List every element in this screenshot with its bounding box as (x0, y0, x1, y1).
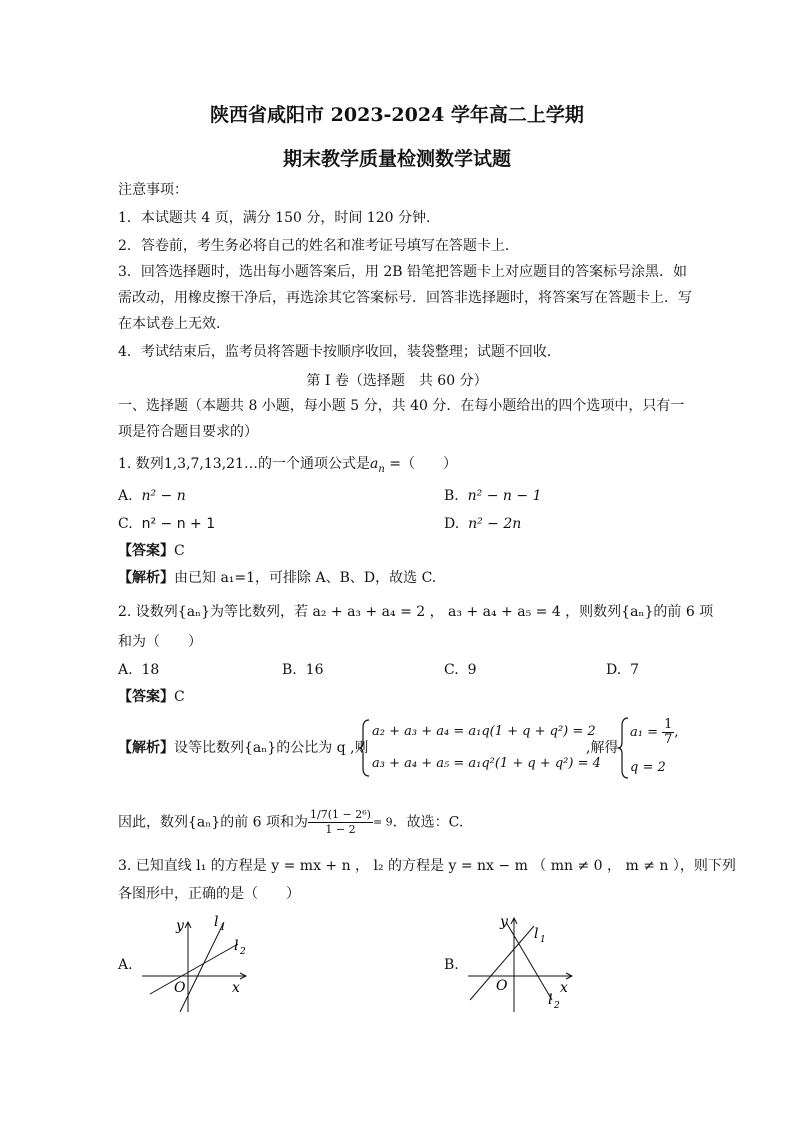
q2-option-c-label: C. (444, 662, 459, 678)
q2-option-d-label: D. (606, 662, 622, 678)
system-eq1: a₂ + a₃ + a₄ = a₁q(1 + q + q²) = 2 (372, 724, 596, 739)
solution-a1-lhs: a₁ = (630, 725, 658, 740)
q1-option-a[interactable] (118, 486, 186, 506)
notice-item-2: 2．答卷前，考生务必将自己的姓名和准考证号填写在答题卡上． (118, 238, 519, 254)
solution-a1-fraction (662, 718, 674, 747)
section-heading-line2: 项是符合题目要求的） (118, 424, 258, 440)
q2-answer-value: C (174, 689, 185, 705)
q2-option-a[interactable] (118, 660, 159, 680)
fig-a-l2-sub: 2 (240, 947, 246, 957)
fig-a-origin-label: O (174, 980, 186, 996)
notice-item-3-cont: 需改动，用橡皮擦干净后，再选涂其它答案标号．回答非选择题时，将答案写在答题卡上．写 (118, 290, 692, 306)
q3-option-a-figure[interactable] (134, 908, 254, 1018)
notice-item-3-end: 在本试卷上无效． (118, 316, 230, 332)
q2-sum-fraction (308, 808, 373, 837)
q1-option-a-expr: n² − n (141, 488, 186, 504)
q2-option-c[interactable] (444, 660, 477, 680)
q2-conclusion-suffix: ．故选：C. (392, 814, 464, 831)
q1-stem-mid: 的一个通项公式是 (257, 456, 370, 472)
notice-item-3: 3．回答选择题时，选出每小题答案后，用 2B 铅笔把答题卡上对应题目的答案标号涂黑．如 (118, 264, 688, 280)
notice-item-1: 1．本试题共 4 页，满分 150 分，时间 120 分钟． (118, 210, 440, 226)
q1-option-d[interactable] (444, 514, 521, 534)
part-title: 第 I 卷（选择题 共 60 分） (306, 373, 488, 389)
q2-option-a-label: A. (118, 662, 133, 678)
notice-item-4: 4．考试结束后，监考员将答题卡按顺序收回，装袋整理；试题不回收． (118, 344, 561, 360)
q2-sum-result: = 9 (372, 815, 393, 829)
q1-stem-prefix: 1. 数列 (118, 456, 164, 472)
fig-a-line-l2 (150, 944, 238, 994)
q2-sum-den: 1 − 2 (325, 823, 356, 836)
fig-b-l1-label: l (534, 926, 539, 942)
fig-b-line-l2 (506, 922, 552, 1000)
q2-option-c-value: 9 (467, 662, 477, 678)
q1-stem-sub: n (378, 463, 385, 475)
q1-stem-expr: a (369, 456, 379, 472)
q2-option-b[interactable] (282, 660, 323, 680)
fig-a-y-label: y (176, 918, 184, 934)
fig-a-l2-label: l (234, 938, 239, 954)
fig-a-l1-label: l (214, 914, 219, 930)
fig-a-l1-sub: 1 (220, 923, 226, 933)
q1-option-b-label: B. (444, 488, 459, 504)
q1-sequence: 1,3,7,13,21… (163, 456, 258, 472)
solution-a1: a₁ = $\frac{1}{7}$ , (630, 717, 679, 747)
q2-option-d-value: 7 (630, 662, 640, 678)
q1-stem-suffix: =（ ） (384, 456, 457, 472)
q2-option-b-label: B. (282, 662, 297, 678)
q2-stem-line1: 2. 设数列{aₙ}为等比数列，若 a₂ + a₃ + a₄ = 2 ， a₃ + a₄ + a₅ = 4 ，则数列{aₙ}的前 6 项 (118, 604, 714, 620)
exam-title-line1: 陕西省咸阳市 2023-2024 学年高二上学期 (210, 104, 584, 126)
q2-option-b-value: 16 (305, 662, 324, 678)
q2-answer (118, 687, 185, 707)
q3-stem-line1: 3. 已知直线 l₁ 的方程是 y = mx + n ， l₂ 的方程是 y = nx − m （ mn ≠ 0 ， m ≠ n ），则下列 (118, 858, 736, 874)
q2-answer-label: 【答案】 (118, 689, 174, 705)
fig-b-l1-sub: 1 (540, 935, 546, 945)
fig-a-line-l1 (180, 922, 224, 1012)
solution-a1-num: 1 (664, 717, 673, 732)
q1-analysis (118, 568, 436, 588)
q1-stem (118, 454, 457, 480)
q1-answer (118, 541, 185, 561)
q2-solve-word: ,解得 (586, 740, 619, 756)
q2-option-d[interactable] (606, 660, 639, 680)
q2-analysis-label: 【解析】 (118, 740, 174, 756)
q3-stem-line2: 各图形中，正确的是（ ） (118, 886, 300, 902)
fig-b-x-label: x (560, 980, 568, 996)
q1-option-b-expr: n² − n − 1 (467, 488, 542, 504)
fig-a-x-label: x (232, 980, 240, 996)
q2-analysis-intro (118, 738, 369, 758)
q2-sum-num: 1/7(1 − 2⁶) (310, 808, 371, 821)
solution-left-brace (618, 716, 630, 780)
q3-option-b-label[interactable]: B. (444, 957, 459, 973)
q1-option-d-label: D. (444, 516, 460, 532)
q1-option-b[interactable] (444, 486, 541, 506)
solution-a1-den: 7 (664, 732, 673, 747)
fig-b-l2-sub: 2 (554, 1001, 560, 1011)
q2-conclusion (118, 808, 463, 837)
q2-analysis-prefix: 设等比数列{aₙ}的公比为 q ,则 (174, 740, 369, 756)
fig-b-y-label: y (500, 914, 508, 930)
q1-analysis-label: 【解析】 (118, 570, 174, 586)
solution-q: q = 2 (630, 760, 666, 775)
q2-conclusion-prefix: 因此，数列{aₙ}的前 6 项和为 (118, 814, 309, 831)
q3-option-b-figure[interactable] (460, 908, 580, 1018)
q1-analysis-text: 由已知 a₁=1，可排除 A、B、D，故选 C. (174, 570, 437, 586)
q2-stem-line2: 和为（ ） (118, 634, 202, 650)
notice-heading: 注意事项： (118, 182, 188, 198)
exam-title-line2: 期末教学质量检测数学试题 (282, 148, 511, 170)
fig-b-origin-label: O (496, 978, 508, 994)
q2-option-a-value: 18 (141, 662, 160, 678)
q3-option-a-label[interactable]: A. (118, 957, 133, 973)
q1-answer-value: C (174, 543, 185, 559)
section-heading-line1: 一、选择题（本题共 8 小题，每小题 5 分，共 40 分．在每小题给出的四个选项中，只有一 (118, 398, 685, 414)
q1-option-a-label: A. (118, 488, 133, 504)
system-eq2: a₃ + a₄ + a₅ = a₁q²(1 + q + q²) = 4 (372, 756, 601, 771)
q1-answer-label: 【答案】 (118, 543, 174, 559)
system-left-brace (359, 718, 371, 778)
fig-b-l2-label: l (548, 992, 553, 1008)
q1-option-c-label: C. (118, 516, 133, 532)
q1-option-c-expr: n² − n + 1 (141, 516, 216, 532)
q1-option-d-expr: n² − 2n (468, 516, 522, 532)
q1-option-c[interactable] (118, 514, 215, 534)
